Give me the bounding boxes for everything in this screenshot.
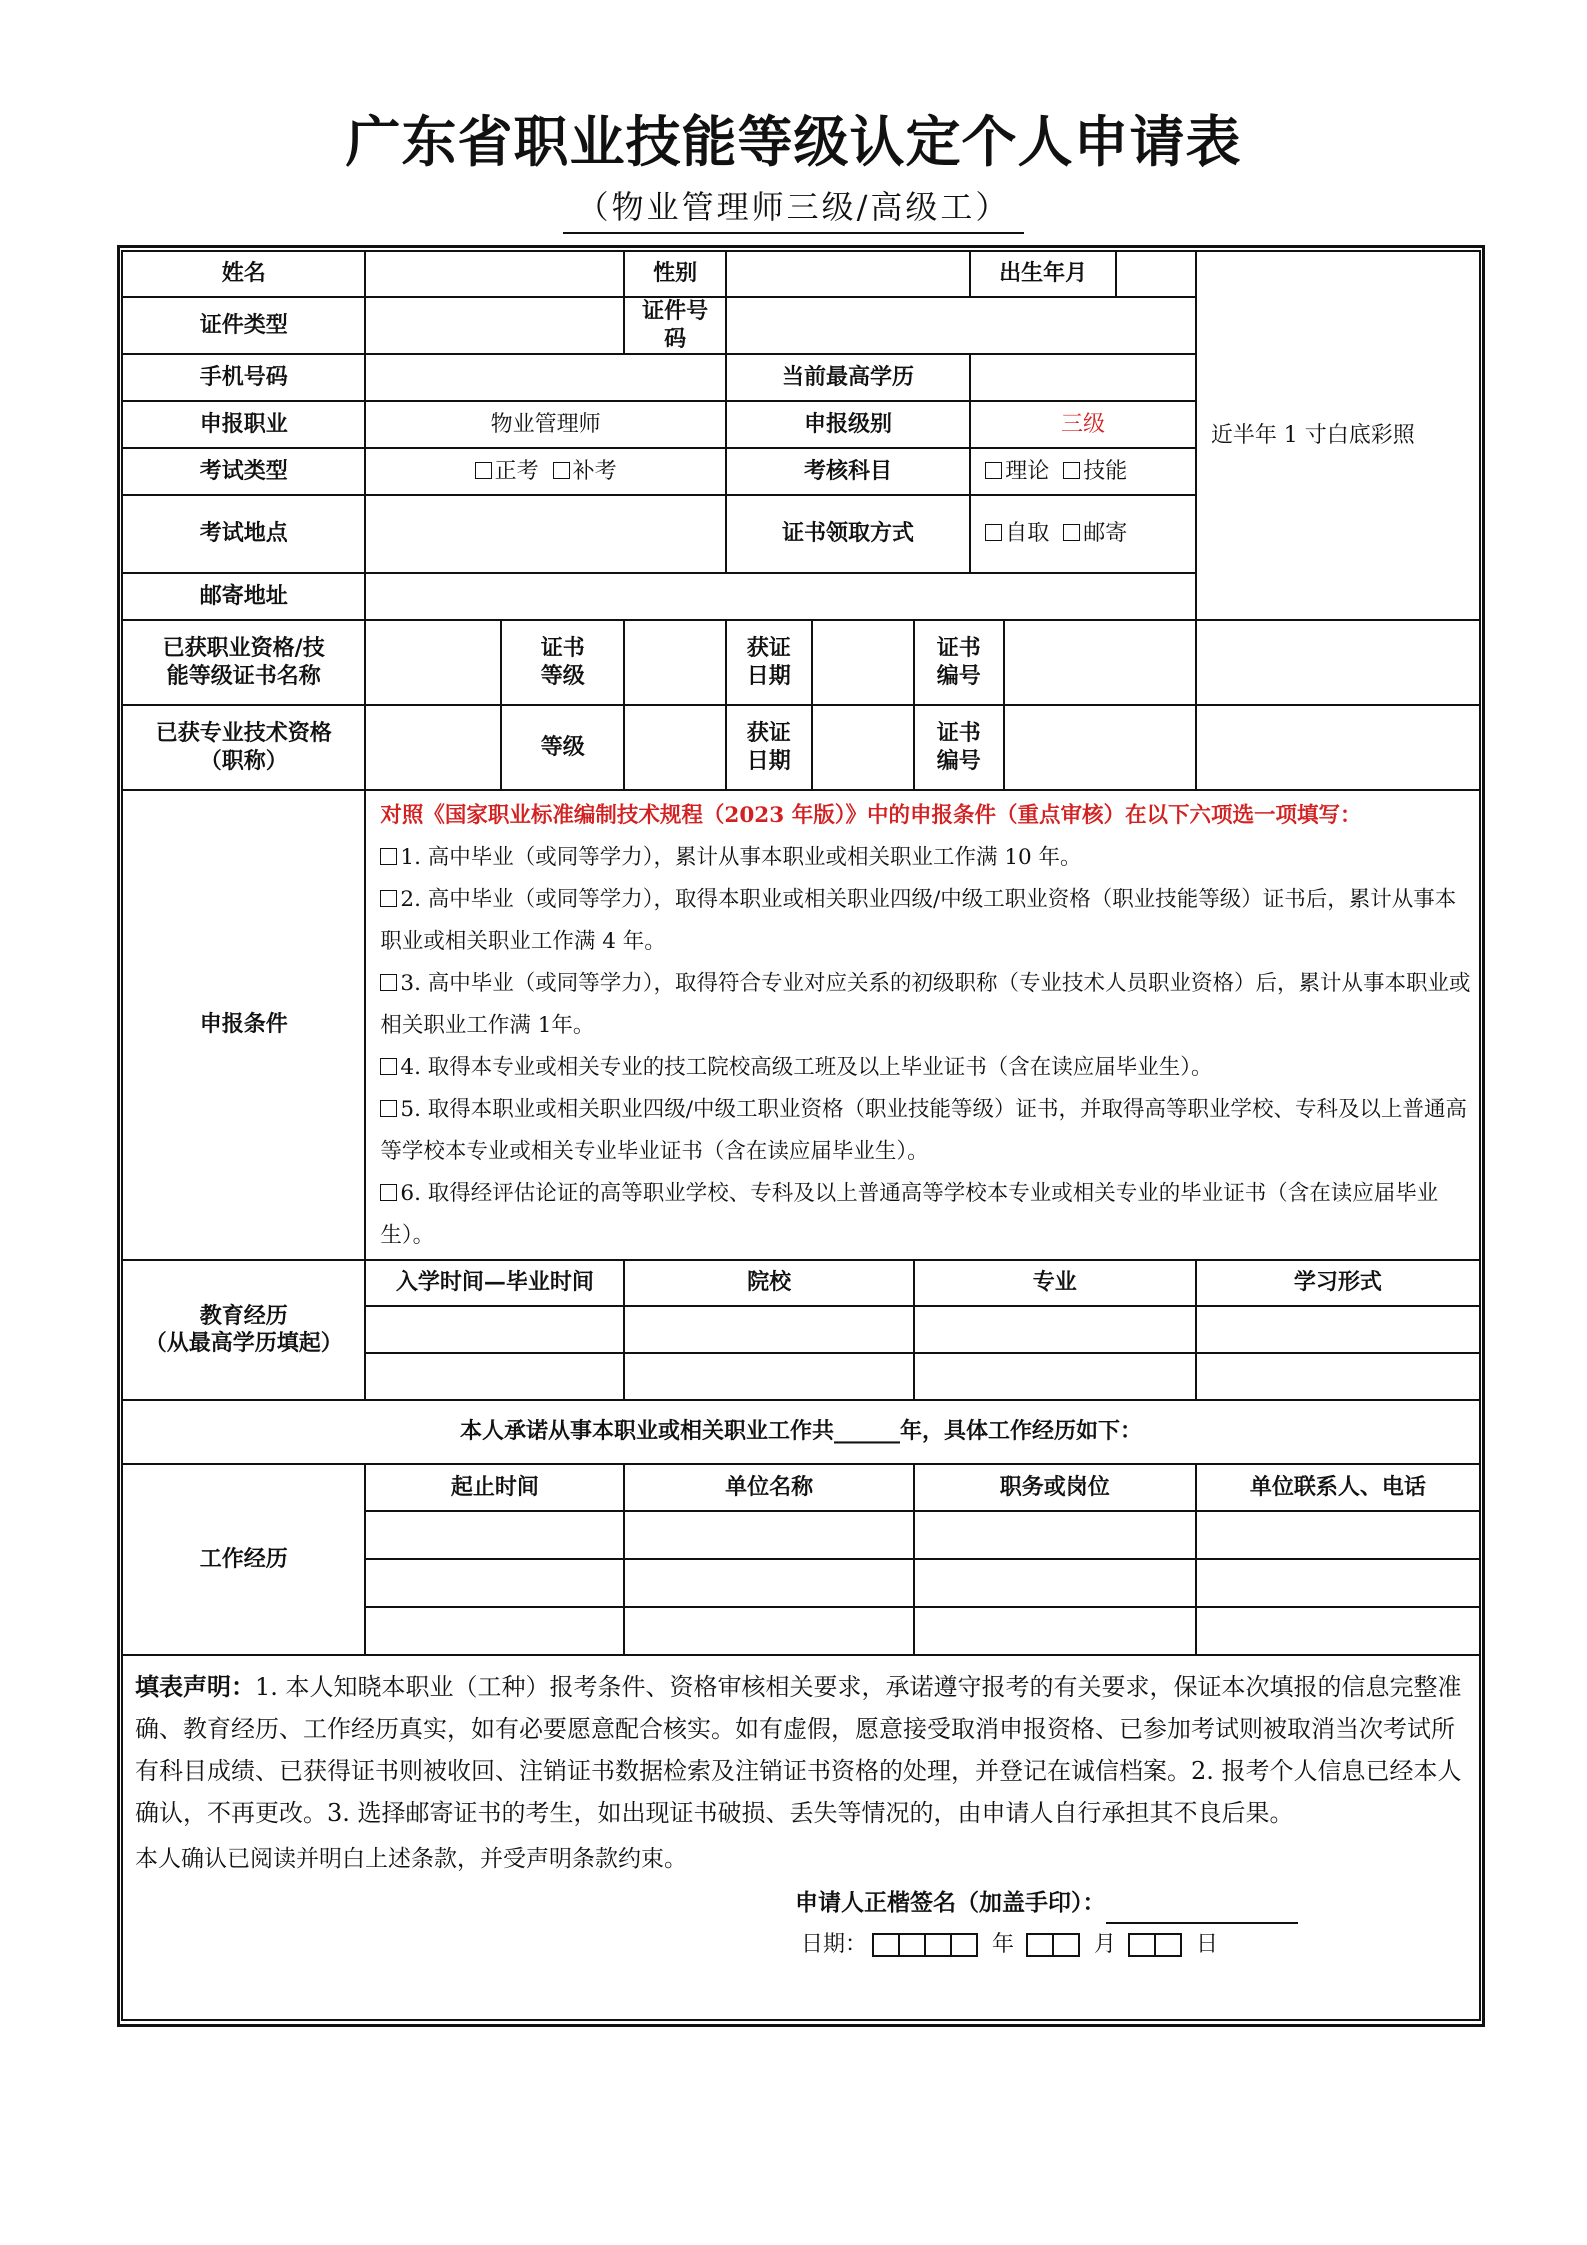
date-year-boxes[interactable] <box>874 1932 978 1957</box>
phone-input[interactable] <box>365 354 725 401</box>
qualification-no-label: 证书 编号 <box>914 620 1196 705</box>
signature-row: 申请人正楷签名（加盖手印）： <box>135 1882 1467 1924</box>
work-history-label: 工作经历 <box>122 1464 365 1655</box>
id-number-label: 证件号码 <box>624 297 725 354</box>
edu-period-input[interactable] <box>365 1353 624 1400</box>
cert-method-options: 自取 邮寄 <box>970 495 1196 573</box>
date-day-boxes[interactable] <box>1130 1932 1182 1957</box>
title-date-input[interactable] <box>813 706 913 789</box>
edu-col-period: 入学时间—毕业时间 <box>365 1260 624 1306</box>
work-period-input[interactable] <box>365 1559 624 1607</box>
title-name-input[interactable] <box>365 705 501 790</box>
exam-type-options: 正考 补考 <box>365 448 725 495</box>
occupation-label: 申报职业 <box>122 401 365 448</box>
work-period-input[interactable] <box>365 1511 624 1559</box>
qualification-no-input[interactable] <box>1005 621 1195 704</box>
title-grade-label: 等级 <box>501 705 624 790</box>
gender-label: 性别 <box>624 251 725 297</box>
work-period-input[interactable] <box>365 1607 624 1655</box>
checkbox-regular-exam[interactable] <box>475 462 492 479</box>
title-no-input[interactable] <box>1005 706 1195 789</box>
work-company-input[interactable] <box>624 1607 913 1655</box>
work-position-input[interactable] <box>914 1607 1196 1655</box>
title-grade-input[interactable] <box>624 705 725 790</box>
qualification-date-label: 获证 日期 <box>726 620 914 705</box>
signature-input[interactable] <box>1106 1900 1298 1924</box>
edu-school-input[interactable] <box>624 1306 913 1353</box>
photo-placeholder[interactable]: 近半年 1 寸白底彩照 <box>1196 251 1480 620</box>
edu-major-input[interactable] <box>914 1306 1196 1353</box>
condition-item-5: 5. 取得本职业或相关职业四级/中级工职业资格（职业技能等级）证书，并取得高等职业学校、专科及以上普通高等学校本专业或相关专业毕业证书（含在读应届毕业生）。 <box>380 1097 1467 1164</box>
declaration-confirm: 本人确认已阅读并明白上述条款，并受声明条款约束。 <box>135 1846 687 1872</box>
exam-place-label: 考试地点 <box>122 495 365 573</box>
level-value: 三级 <box>970 401 1196 448</box>
condition-item-1: 1. 高中毕业（或同等学力），累计从事本职业或相关职业工作满 10 年。 <box>380 837 1471 879</box>
work-col-period: 起止时间 <box>365 1464 624 1511</box>
condition-checkbox-2[interactable] <box>380 890 397 907</box>
condition-item-3: 3. 高中毕业（或同等学力），取得符合专业对应关系的初级职称（专业技术人员职业资格）后，累计从事本职业或相关职业工作满 1年。 <box>380 971 1471 1038</box>
edu-school-input[interactable] <box>624 1353 913 1400</box>
conditions-list <box>365 790 1480 1260</box>
condition-item-2: 2. 高中毕业（或同等学力），取得本职业或相关职业四级/中级工职业资格（职业技能等级）证书后，累计从事本职业或相关职业工作满 4 年。 <box>380 887 1457 954</box>
mail-address-label: 邮寄地址 <box>122 573 365 620</box>
work-company-input[interactable] <box>624 1559 913 1607</box>
qualification-grade-input[interactable] <box>624 620 725 705</box>
work-promise: 本人承诺从事本职业或相关职业工作共______年，具体工作经历如下： <box>122 1400 1480 1464</box>
phone-label: 手机号码 <box>122 354 365 401</box>
checkbox-skill[interactable] <box>1063 462 1080 479</box>
checkbox-makeup-exam[interactable] <box>553 462 570 479</box>
subject-options: 理论 技能 <box>970 448 1196 495</box>
name-input[interactable] <box>365 251 624 297</box>
work-company-input[interactable] <box>624 1511 913 1559</box>
edu-major-input[interactable] <box>914 1353 1196 1400</box>
level-label: 申报级别 <box>726 401 970 448</box>
declaration-text: 填表声明：1. 本人知晓本职业（工种）报考条件、资格审核相关要求，承诺遵守报考的有关要求，保证本次填报的信息完整准确、教育经历、工作经历真实，如有必要愿意配合核实。如有虚假，愿意接受取消申报资格、已参加考试则被取消当次考试所有科目成绩、已获得证书则被收回、注销证书数据检索及注销证书资格的处理，并登记在诚信档案。2. 报考个人信息已经本人确认，不再更改。3. 选择邮寄证书的考生，如出现证书破损、丢失等情况的，由申请人自行承担其不良后果。 <box>135 1672 1462 1827</box>
page-title: 广东省职业技能等级认定个人申请表 <box>345 110 1242 174</box>
birth-input[interactable] <box>1117 252 1195 296</box>
work-contact-input[interactable] <box>1196 1607 1480 1655</box>
id-type-input[interactable] <box>365 297 624 354</box>
date-month-boxes[interactable] <box>1028 1932 1080 1957</box>
education-history-label: 教育经历 （从最高学历填起） <box>122 1260 365 1400</box>
title-no-label: 证书 编号 <box>914 705 1196 790</box>
work-position-input[interactable] <box>914 1559 1196 1607</box>
edu-col-mode: 学习形式 <box>1196 1260 1480 1306</box>
exam-place-input[interactable] <box>365 495 725 573</box>
checkbox-theory[interactable] <box>985 462 1002 479</box>
conditions-header: 对照《国家职业标准编制技术规程（2023 年版）》中的申报条件（重点审核）在以下六项选一项填写： <box>380 803 1362 828</box>
edu-mode-input[interactable] <box>1196 1353 1480 1400</box>
page-subtitle: （物业管理师三级/高级工） <box>0 182 1587 234</box>
qualification-name-input[interactable] <box>365 620 501 705</box>
work-col-contact: 单位联系人、电话 <box>1196 1464 1480 1511</box>
exam-type-label: 考试类型 <box>122 448 365 495</box>
title-no-extra[interactable] <box>1196 705 1480 790</box>
qualification-no-extra[interactable] <box>1196 620 1480 705</box>
checkbox-mail[interactable] <box>1063 524 1080 541</box>
qualification-date-input[interactable] <box>813 621 913 704</box>
name-label: 姓名 <box>122 251 365 297</box>
condition-item-6: 6. 取得经评估论证的高等职业学校、专科及以上普通高等学校本专业或相关专业的毕业证书（含在读应届毕业生）。 <box>380 1181 1439 1248</box>
qualification-grade-label: 证书 等级 <box>501 620 624 705</box>
work-contact-input[interactable] <box>1196 1511 1480 1559</box>
occupation-value: 物业管理师 <box>365 401 725 448</box>
work-col-position: 职务或岗位 <box>914 1464 1196 1511</box>
conditions-label: 申报条件 <box>122 790 365 1260</box>
condition-checkbox-5[interactable] <box>380 1100 397 1117</box>
id-type-label: 证件类型 <box>122 297 365 354</box>
checkbox-self-pickup[interactable] <box>985 524 1002 541</box>
subject-label: 考核科目 <box>726 448 970 495</box>
condition-checkbox-1[interactable] <box>380 848 397 865</box>
birth-label: 出生年月 <box>970 251 1196 297</box>
condition-checkbox-6[interactable] <box>380 1184 397 1201</box>
title-label: 已获专业技术资格 （职称） <box>122 705 365 790</box>
education-label: 当前最高学历 <box>726 354 970 401</box>
condition-checkbox-3[interactable] <box>380 974 397 991</box>
title-date-label: 获证 日期 <box>726 705 914 790</box>
cert-method-label: 证书领取方式 <box>726 495 970 573</box>
date-row: 日期： 年 月 日 <box>801 1932 1219 1957</box>
edu-col-major: 专业 <box>914 1260 1196 1306</box>
gender-input[interactable] <box>726 251 970 297</box>
edu-col-school: 院校 <box>624 1260 913 1306</box>
work-col-company: 单位名称 <box>624 1464 913 1511</box>
edu-mode-input[interactable] <box>1196 1306 1480 1353</box>
mail-address-input[interactable] <box>365 573 1195 620</box>
condition-checkbox-4[interactable] <box>380 1058 397 1075</box>
declaration <box>122 1655 1480 2020</box>
work-contact-input[interactable] <box>1196 1559 1480 1607</box>
education-input[interactable] <box>970 354 1196 401</box>
qualification-label: 已获职业资格/技 能等级证书名称 <box>122 620 365 705</box>
application-form <box>121 250 1481 2021</box>
edu-period-input[interactable] <box>365 1306 624 1353</box>
id-number-input[interactable] <box>726 297 1196 354</box>
work-position-input[interactable] <box>914 1511 1196 1559</box>
condition-item-4: 4. 取得本专业或相关专业的技工院校高级工班及以上毕业证书（含在读应届毕业生）。 <box>380 1047 1471 1089</box>
